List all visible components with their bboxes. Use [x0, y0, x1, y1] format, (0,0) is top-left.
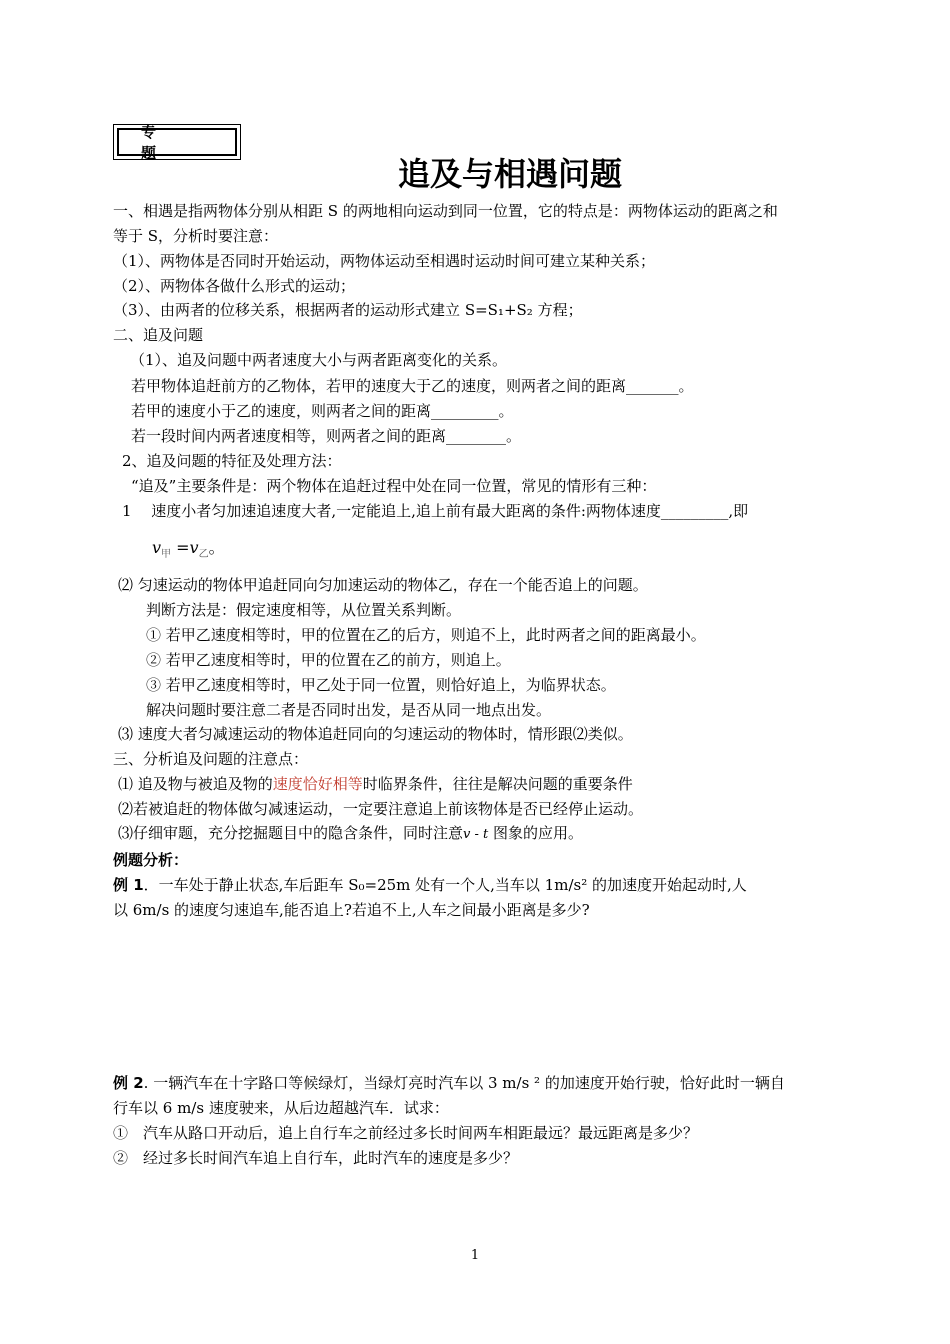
sec1-point2: （2）、两物体各做什么形式的运动； [113, 277, 356, 295]
sec2-judge-1: ① 若甲乙速度相等时，甲的位置在乙的后方，则追不上，此时两者之间的距离最小。 [146, 626, 706, 644]
example1-line1: 例 1．一车处于静止状态,车后距车 S₀=25m 处有一个人,当车以 1m/s² 的加速度开始起动时,人 [113, 876, 747, 894]
sec2-case-c: 若一段时间内两者速度相等，则两者之间的距离________。 [131, 427, 522, 445]
sec1-point1: （1）、两物体是否同时开始运动，两物体运动至相遇时运动时间可建立某种关系； [113, 252, 656, 270]
sec2-note: 解决问题时要注意二者是否同时出发，是否从同一地点出发。 [146, 701, 552, 719]
sec3-note3: ⑶仔细审题，充分挖掘题目中的隐含条件，同时注意v - t 图象的应用。 [118, 824, 584, 842]
sec2-case-b: 若甲的速度小于乙的速度，则两者之间的距离_________。 [131, 402, 514, 420]
example2-question1: ① 汽车从路口开动后，追上自行车之前经过多长时间两车相距最远？最远距离是多少？ [113, 1124, 699, 1142]
sec2-case3: ⑶ 速度大者匀减速运动的物体追赶同向的匀速运动的物体时，情形跟⑵类似。 [118, 725, 633, 743]
example2-line1: 例 2. 一辆汽车在十字路口等候绿灯，当绿灯亮时汽车以 3 m/s ² 的加速度开始行驶，恰好此时一辆自 [113, 1074, 785, 1092]
sec1-line2: 等于 S，分析时要注意： [113, 227, 279, 245]
sec1-line1: 一、相遇是指两物体分别从相距 S 的两地相向运动到同一位置，它的特点是：两物体运动的距离之和 [113, 202, 778, 220]
sec2-sub2: 2、追及问题的特征及处理方法： [122, 452, 342, 470]
example2-line2: 行车以 6 m/s 速度驶来，从后边超越汽车．试求： [113, 1099, 449, 1117]
sec1-point3: （3）、由两者的位移关系，根据两者的运动形式建立 S=S₁+S₂ 方程； [113, 301, 583, 319]
sec3-note1: ⑴ 追及物与被追及物的速度恰好相等时临界条件，往往是解决问题的重要条件 [118, 775, 633, 793]
sec2-heading: 二、追及问题 [113, 326, 204, 344]
sec2-judge-2: ② 若甲乙速度相等时，甲的位置在乙的前方，则追上。 [146, 651, 511, 669]
sec2-condition: “追及”主要条件是：两个物体在追赶过程中处在同一位置，常见的情形有三种： [131, 477, 657, 495]
sec3-heading: 三、分析追及问题的注意点： [113, 750, 309, 768]
example1-line2: 以 6m/s 的速度匀速追车,能否追上?若追不上,人车之间最小距离是多少? [113, 901, 590, 919]
examples-heading: 例题分析： [113, 851, 189, 869]
sec2-case1: 1 速度小者匀加速追速度大者,一定能追上,追上前有最大距离的条件:两物体速度_________,即 [122, 502, 749, 520]
topic-tag-label: 专 题 [117, 128, 237, 156]
sec2-case-a: 若甲物体追赶前方的乙物体，若甲的速度大于乙的速度，则两者之间的距离_______。 [131, 377, 694, 395]
sec2-sub1: （1）、追及问题中两者速度大小与两者距离变化的关系。 [130, 351, 508, 369]
velocity-equal-formula: $v_甲 =v_乙$。 [152, 538, 225, 561]
example2-question2: ② 经过多长时间汽车追上自行车，此时汽车的速度是多少？ [113, 1149, 519, 1167]
sec3-note2: ⑵若被追赶的物体做匀减速运动，一定要注意追上前该物体是否已经停止运动。 [118, 800, 644, 818]
page-number: 1 [470, 1248, 480, 1263]
page-title: 追及与相遇问题 [397, 155, 622, 193]
highlight-text: 速度恰好相等 [272, 775, 363, 793]
sec2-judge-3: ③ 若甲乙速度相等时，甲乙处于同一位置，则恰好追上，为临界状态。 [146, 676, 616, 694]
sec2-judge: 判断方法是：假定速度相等，从位置关系判断。 [146, 601, 462, 619]
sec2-case2: ⑵ 匀速运动的物体甲追赶同向匀加速运动的物体乙，存在一个能否追上的问题。 [118, 576, 648, 594]
